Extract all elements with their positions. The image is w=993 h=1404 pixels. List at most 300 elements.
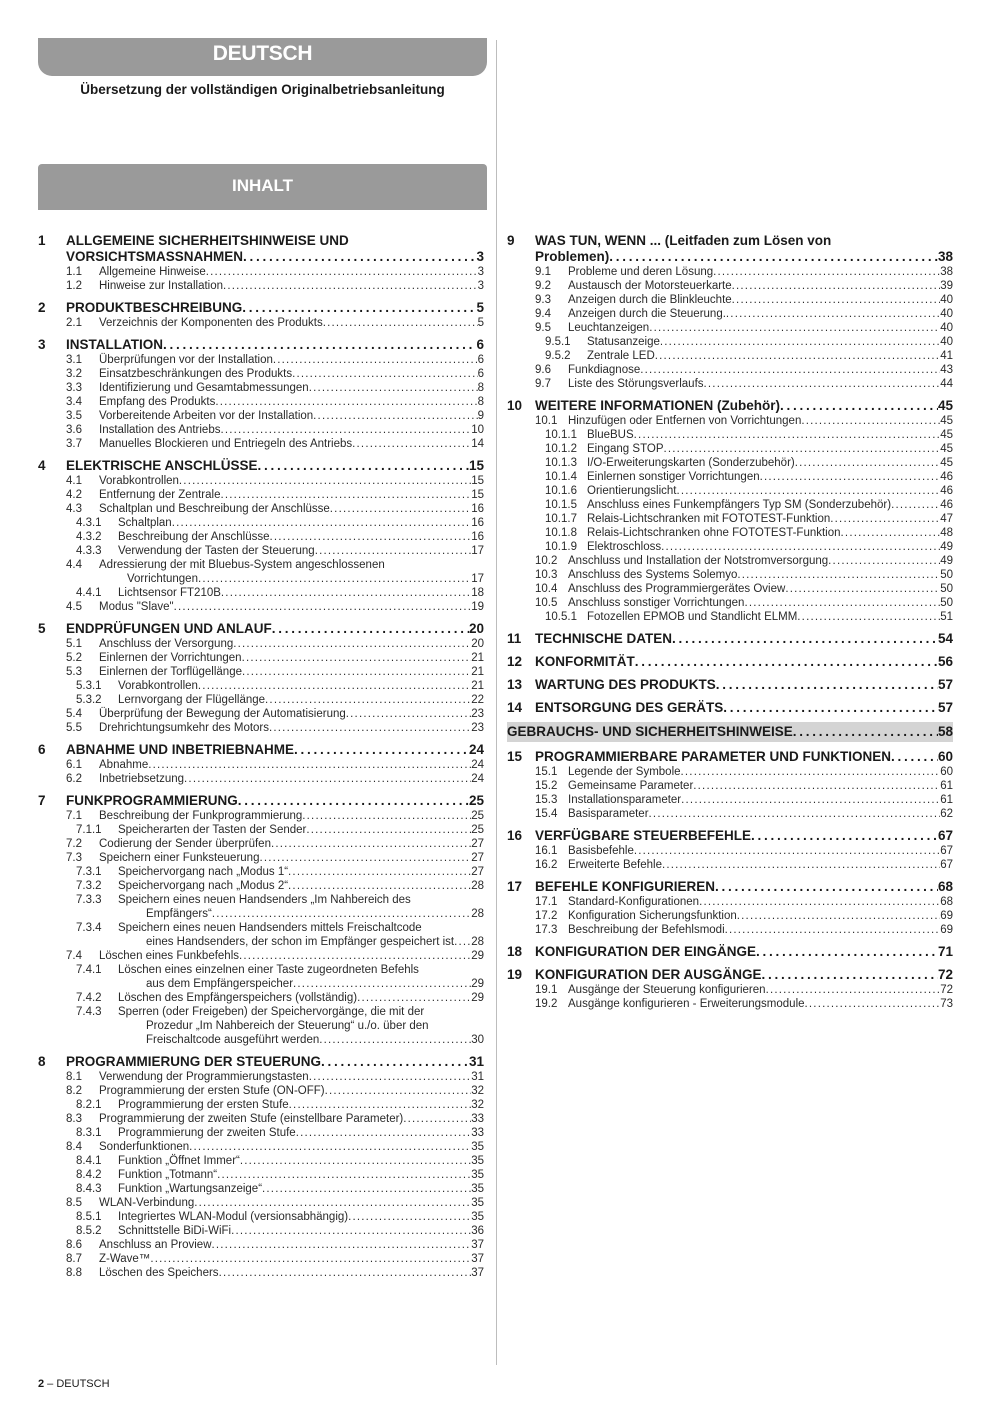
toc-entry[interactable] bbox=[38, 1238, 484, 1252]
toc-entry[interactable] bbox=[38, 1252, 484, 1266]
toc-entry[interactable] bbox=[38, 544, 484, 558]
toc-entry-title: INSTALLATION bbox=[66, 337, 163, 352]
toc-entry[interactable] bbox=[507, 858, 953, 872]
toc-entry[interactable] bbox=[38, 265, 484, 279]
toc-page-number: 21 bbox=[471, 652, 484, 664]
toc-entry-title: PROGRAMMIERBARE PARAMETER UND FUNKTIONEN bbox=[535, 749, 891, 764]
toc-entry-number: 5.1 bbox=[66, 638, 82, 650]
toc-entry-number: 4.4.1 bbox=[76, 587, 102, 599]
toc-entry-title: KONFIGURATION DER AUSGÄNGE bbox=[535, 967, 762, 982]
toc-entry-title: Inbetriebsetzung bbox=[99, 773, 185, 785]
toc-chapter[interactable] bbox=[507, 944, 953, 960]
toc-chapter[interactable] bbox=[507, 828, 953, 844]
toc-page-number: 33 bbox=[471, 1127, 484, 1139]
toc-entry-title: GEBRAUCHS- UND SICHERHEITSHINWEISE bbox=[507, 724, 793, 739]
toc-entry[interactable] bbox=[38, 665, 484, 679]
toc-chapter[interactable] bbox=[507, 967, 953, 983]
toc-dot-leader bbox=[206, 265, 478, 279]
toc-entry-number: 8.4.3 bbox=[76, 1183, 102, 1195]
toc-entry-number: 7.1.1 bbox=[76, 824, 102, 836]
toc-entry-title: Problemen) bbox=[535, 249, 610, 264]
toc-entry[interactable] bbox=[38, 381, 484, 395]
toc-entry-number: 13 bbox=[507, 677, 523, 692]
toc-page-number: 5 bbox=[477, 317, 484, 329]
toc-chapter[interactable] bbox=[38, 249, 484, 265]
toc-entry[interactable] bbox=[38, 1266, 484, 1280]
toc-page-number: 33 bbox=[471, 1113, 484, 1125]
toc-entry-title: Beschreibung der Anschlüsse bbox=[118, 531, 270, 543]
toc-entry-title: Drehrichtungsumkehr des Motors bbox=[99, 722, 270, 734]
toc-page-number: 61 bbox=[940, 794, 953, 806]
toc-entry[interactable] bbox=[507, 335, 953, 349]
toc-page-number: 37 bbox=[471, 1253, 484, 1265]
toc-entry-number: 5.3 bbox=[66, 666, 82, 678]
toc-entry-title: Orientierungslicht bbox=[587, 485, 677, 497]
toc-dot-leader bbox=[243, 249, 476, 265]
toc-entry[interactable] bbox=[38, 437, 484, 451]
toc-entry[interactable] bbox=[38, 1196, 484, 1210]
toc-entry[interactable] bbox=[507, 321, 953, 335]
toc-entry-title: Anschluss eines Funkempfängers Typ SM (Sonderzubehör) bbox=[587, 499, 892, 511]
toc-page-number: 23 bbox=[471, 722, 484, 734]
toc-entry[interactable] bbox=[38, 1033, 484, 1047]
toc-dot-leader bbox=[716, 677, 938, 693]
toc-entry-title: Fotozellen EPMOB und Standlicht ELMM bbox=[587, 611, 798, 623]
toc-page-number: 29 bbox=[471, 950, 484, 962]
toc-dot-leader bbox=[797, 610, 940, 624]
toc-page-number: 29 bbox=[471, 992, 484, 1004]
toc-dot-leader bbox=[313, 409, 477, 423]
toc-dot-leader bbox=[215, 395, 477, 409]
toc-entry-title: Sperren (oder Freigeben) der Speichervorgänge, die mit der bbox=[118, 1006, 425, 1018]
toc-entry[interactable] bbox=[38, 572, 484, 586]
toc-entry[interactable] bbox=[507, 307, 953, 321]
toc-entry-title: Austausch der Motorsteuerkarte bbox=[568, 280, 732, 292]
toc-entry[interactable] bbox=[38, 637, 484, 651]
toc-entry[interactable] bbox=[507, 568, 953, 582]
toc-entry[interactable] bbox=[507, 779, 953, 793]
toc-entry[interactable] bbox=[507, 983, 953, 997]
toc-page-number: 35 bbox=[471, 1211, 484, 1223]
toc-dot-leader bbox=[321, 1054, 469, 1070]
toc-entry[interactable] bbox=[38, 758, 484, 772]
toc-entry-number: 7.4.1 bbox=[76, 964, 102, 976]
toc-dot-leader bbox=[212, 1238, 472, 1252]
toc-entry-number: 4.2 bbox=[66, 489, 82, 501]
toc-entry-number: 8.2 bbox=[66, 1085, 82, 1097]
toc-entry[interactable] bbox=[38, 279, 484, 293]
toc-entry-number: 10.1.7 bbox=[545, 513, 577, 525]
toc-dot-leader bbox=[315, 544, 471, 558]
toc-entry[interactable] bbox=[38, 1112, 484, 1126]
toc-page-number: 35 bbox=[471, 1169, 484, 1181]
toc-dot-leader bbox=[780, 398, 938, 414]
toc-entry-title: Löschen eines einzelnen einer Taste zugeordneten Befehls bbox=[118, 964, 419, 976]
toc-entry-number: 3.1 bbox=[66, 354, 82, 366]
toc-dot-leader bbox=[323, 316, 478, 330]
toc-entry[interactable] bbox=[507, 349, 953, 363]
toc-entry[interactable] bbox=[38, 1168, 484, 1182]
toc-entry[interactable] bbox=[507, 554, 953, 568]
toc-entry[interactable] bbox=[38, 530, 484, 544]
toc-entry-number: 8.1 bbox=[66, 1071, 82, 1083]
toc-chapter[interactable] bbox=[507, 879, 953, 895]
toc-entry[interactable] bbox=[38, 1224, 484, 1238]
toc-entry[interactable] bbox=[507, 582, 953, 596]
toc-entry[interactable] bbox=[507, 293, 953, 307]
toc-page-number: 16 bbox=[471, 531, 484, 543]
toc-entry-number: 10.1.1 bbox=[545, 429, 577, 441]
toc-dot-leader bbox=[348, 1210, 471, 1224]
toc-chapter[interactable] bbox=[38, 1054, 484, 1070]
toc-chapter[interactable] bbox=[507, 233, 953, 249]
toc-chapter[interactable] bbox=[507, 631, 953, 647]
toc-entry-number: 15.2 bbox=[535, 780, 558, 792]
toc-entry[interactable] bbox=[38, 488, 484, 502]
toc-dot-leader bbox=[325, 1084, 472, 1098]
toc-entry[interactable] bbox=[38, 963, 484, 977]
toc-page-number: 61 bbox=[940, 780, 953, 792]
toc-entry[interactable] bbox=[507, 540, 953, 554]
toc-right-column bbox=[507, 233, 953, 1011]
toc-entry[interactable] bbox=[38, 1126, 484, 1140]
toc-entry-number: 3.6 bbox=[66, 424, 82, 436]
toc-dot-leader bbox=[198, 679, 471, 693]
toc-page-number: 57 bbox=[937, 700, 953, 715]
toc-entry[interactable] bbox=[507, 456, 953, 470]
toc-entry[interactable] bbox=[38, 879, 484, 893]
toc-entry[interactable] bbox=[38, 516, 484, 530]
toc-entry-number: 4.4 bbox=[66, 559, 82, 571]
toc-dot-leader bbox=[713, 265, 940, 279]
toc-entry[interactable] bbox=[507, 377, 953, 391]
toc-entry-title: Funkdiagnose bbox=[568, 364, 641, 376]
toc-entry[interactable] bbox=[507, 526, 953, 540]
toc-entry[interactable] bbox=[38, 1210, 484, 1224]
toc-page-number: 27 bbox=[471, 866, 484, 878]
toc-dot-leader bbox=[293, 977, 471, 991]
toc-page-number: 6 bbox=[477, 368, 484, 380]
toc-entry-number: 17.2 bbox=[535, 910, 558, 922]
page-number: 2 bbox=[38, 1378, 45, 1390]
toc-entry-title: Z-Wave™ bbox=[99, 1253, 151, 1265]
toc-entry-number: 9.5 bbox=[535, 322, 551, 334]
toc-entry[interactable] bbox=[38, 1070, 484, 1084]
toc-entry[interactable] bbox=[38, 1140, 484, 1154]
toc-entry-number: 6.2 bbox=[66, 773, 82, 785]
toc-entry[interactable] bbox=[38, 921, 484, 935]
toc-entry-number: 5.3.1 bbox=[76, 680, 102, 692]
toc-page-number: 29 bbox=[471, 978, 484, 990]
toc-dot-leader bbox=[357, 991, 471, 1005]
toc-entry-title: eines Handsenders, der schon im Empfänger gespeichert ist bbox=[146, 936, 455, 948]
footer-language: DEUTSCH bbox=[56, 1378, 110, 1390]
toc-dot-leader bbox=[319, 1033, 471, 1047]
toc-entry-title: ENDPRÜFUNGEN UND ANLAUF bbox=[66, 621, 272, 636]
toc-entry-title: TECHNISCHE DATEN bbox=[535, 631, 673, 646]
toc-entry-title: Schaltplan und Beschreibung der Anschlüsse bbox=[99, 503, 330, 515]
toc-entry-title: Lernvorgang der Flügellänge bbox=[118, 694, 266, 706]
toc-entry-title: Funktion „Totmann“ bbox=[118, 1169, 218, 1181]
toc-entry-number: 7.4.3 bbox=[76, 1006, 102, 1018]
toc-entry[interactable] bbox=[38, 409, 484, 423]
toc-entry[interactable] bbox=[507, 428, 953, 442]
toc-entry-number: 9.1 bbox=[535, 266, 551, 278]
toc-entry[interactable] bbox=[38, 721, 484, 735]
toc-entry[interactable] bbox=[507, 363, 953, 377]
toc-page-number: 10 bbox=[471, 424, 484, 436]
language-title: DEUTSCH bbox=[212, 42, 313, 65]
toc-dot-leader bbox=[265, 693, 471, 707]
toc-page-number: 41 bbox=[940, 350, 953, 362]
toc-entry[interactable] bbox=[38, 586, 484, 600]
toc-entry[interactable] bbox=[38, 1019, 484, 1033]
toc-entry-title: Hinzufügen oder Entfernen von Vorrichtungen bbox=[568, 415, 802, 427]
toc-entry[interactable] bbox=[38, 1084, 484, 1098]
toc-page-number: 72 bbox=[940, 984, 953, 996]
toc-entry[interactable] bbox=[38, 1098, 484, 1112]
toc-entry[interactable] bbox=[507, 610, 953, 624]
toc-dot-leader bbox=[635, 654, 938, 670]
toc-chapter[interactable] bbox=[507, 249, 953, 265]
toc-entry-title: Programmierung der zweiten Stufe bbox=[118, 1127, 296, 1139]
toc-dot-leader bbox=[672, 631, 938, 647]
toc-page-number: 44 bbox=[940, 378, 953, 390]
toc-entry-title: Funktion „Wartungsanzeige“ bbox=[118, 1183, 263, 1195]
toc-entry[interactable] bbox=[38, 353, 484, 367]
toc-entry[interactable] bbox=[38, 367, 484, 381]
toc-page-number: 23 bbox=[471, 708, 484, 720]
toc-dot-leader bbox=[785, 582, 940, 596]
toc-dot-leader bbox=[352, 437, 471, 451]
toc-dot-leader bbox=[239, 949, 471, 963]
toc-entry[interactable] bbox=[38, 600, 484, 614]
toc-entry-number: 15.4 bbox=[535, 808, 558, 820]
toc-entry[interactable] bbox=[507, 895, 953, 909]
toc-entry[interactable] bbox=[507, 279, 953, 293]
toc-entry-title: Lichtsensor FT210B bbox=[118, 587, 221, 599]
toc-entry[interactable] bbox=[507, 265, 953, 279]
toc-page-number: 50 bbox=[940, 583, 953, 595]
toc-entry[interactable] bbox=[38, 1154, 484, 1168]
toc-chapter[interactable] bbox=[38, 337, 484, 353]
toc-chapter[interactable] bbox=[507, 398, 953, 414]
toc-entry-number: 4.3.3 bbox=[76, 545, 102, 557]
toc-entry-title: FUNKPROGRAMMIERUNG bbox=[66, 793, 238, 808]
toc-entry[interactable] bbox=[507, 484, 953, 498]
toc-entry[interactable] bbox=[507, 414, 953, 428]
toc-entry[interactable] bbox=[38, 935, 484, 949]
toc-entry[interactable] bbox=[38, 423, 484, 437]
toc-chapter[interactable] bbox=[38, 793, 484, 809]
toc-entry[interactable] bbox=[38, 502, 484, 516]
toc-entry-title: PROGRAMMIERUNG DER STEUERUNG bbox=[66, 1054, 322, 1069]
toc-entry-number: 9.5.1 bbox=[545, 336, 571, 348]
toc-chapter[interactable] bbox=[38, 458, 484, 474]
toc-entry[interactable] bbox=[38, 1182, 484, 1196]
toc-entry-number: 10 bbox=[507, 398, 523, 413]
toc-entry[interactable] bbox=[38, 1005, 484, 1019]
toc-entry[interactable] bbox=[507, 923, 953, 937]
toc-chapter[interactable] bbox=[507, 722, 953, 742]
toc-entry[interactable] bbox=[507, 596, 953, 610]
toc-page-number: 31 bbox=[471, 1071, 484, 1083]
toc-entry[interactable] bbox=[38, 395, 484, 409]
toc-entry-title: Schaltplan bbox=[118, 517, 172, 529]
toc-dot-leader bbox=[664, 442, 941, 456]
toc-dot-leader bbox=[681, 765, 941, 779]
toc-entry-number: 8.4.1 bbox=[76, 1155, 102, 1167]
toc-page-number: 45 bbox=[940, 457, 953, 469]
toc-entry[interactable] bbox=[507, 498, 953, 512]
toc-page-number: 73 bbox=[940, 998, 953, 1010]
toc-entry-title: Ausgänge konfigurieren - Erweiterungsmodule bbox=[568, 998, 805, 1010]
toc-dot-leader bbox=[148, 758, 471, 772]
toc-dot-leader bbox=[737, 568, 940, 582]
toc-entry-title: Speichervorgang nach „Modus 2“ bbox=[118, 880, 289, 892]
toc-chapter[interactable] bbox=[507, 677, 953, 693]
toc-entry[interactable] bbox=[38, 991, 484, 1005]
toc-page-number: 56 bbox=[937, 654, 953, 669]
toc-dot-leader bbox=[174, 600, 472, 614]
toc-dot-leader bbox=[732, 279, 941, 293]
toc-entry[interactable] bbox=[38, 679, 484, 693]
toc-entry[interactable] bbox=[507, 793, 953, 807]
toc-dot-leader bbox=[634, 844, 940, 858]
toc-entry[interactable] bbox=[38, 823, 484, 837]
toc-dot-leader bbox=[269, 721, 471, 735]
toc-entry-number: 10.4 bbox=[535, 583, 558, 595]
toc-entry-number: 7.3 bbox=[66, 852, 82, 864]
toc-page-number: 32 bbox=[471, 1085, 484, 1097]
toc-dot-leader bbox=[238, 793, 469, 809]
toc-chapter[interactable] bbox=[507, 700, 953, 716]
toc-dot-leader bbox=[828, 554, 940, 568]
toc-dot-leader bbox=[272, 621, 469, 637]
toc-dot-leader bbox=[220, 488, 471, 502]
toc-page-number: 21 bbox=[471, 680, 484, 692]
toc-entry-number: 9.5.2 bbox=[545, 350, 571, 362]
toc-entry-title: Freischaltcode ausgeführt werden bbox=[146, 1034, 320, 1046]
toc-page-number: 17 bbox=[471, 545, 484, 557]
toc-entry[interactable] bbox=[38, 907, 484, 921]
toc-entry[interactable] bbox=[38, 851, 484, 865]
toc-entry[interactable] bbox=[38, 474, 484, 488]
toc-page-number: 45 bbox=[940, 429, 953, 441]
toc-entry-number: 19.2 bbox=[535, 998, 558, 1010]
toc-dot-leader bbox=[693, 779, 940, 793]
toc-entry[interactable] bbox=[507, 844, 953, 858]
toc-dot-leader bbox=[762, 967, 938, 983]
toc-entry[interactable] bbox=[38, 977, 484, 991]
toc-chapter[interactable] bbox=[38, 742, 484, 758]
toc-dot-leader bbox=[217, 1168, 471, 1182]
toc-entry[interactable] bbox=[38, 316, 484, 330]
toc-entry[interactable] bbox=[38, 558, 484, 572]
toc-entry-number: 10.1.9 bbox=[545, 541, 577, 553]
toc-entry-title: BlueBUS bbox=[587, 429, 634, 441]
toc-entry[interactable] bbox=[38, 809, 484, 823]
toc-entry-title: ENTSORGUNG DES GERÄTS bbox=[535, 700, 724, 715]
toc-chapter[interactable] bbox=[38, 621, 484, 637]
toc-entry[interactable] bbox=[38, 772, 484, 786]
toc-entry-number: 8.5 bbox=[66, 1197, 82, 1209]
toc-entry[interactable] bbox=[38, 865, 484, 879]
toc-dot-leader bbox=[841, 526, 941, 540]
toc-page-number: 69 bbox=[940, 924, 953, 936]
toc-page-number: 49 bbox=[940, 541, 953, 553]
toc-entry-title: Sonderfunktionen bbox=[99, 1141, 190, 1153]
toc-entry-title: Codierung der Sender überprüfen bbox=[99, 838, 271, 850]
toc-entry-title: Zentrale LED bbox=[587, 350, 655, 362]
toc-entry-title: Empfang des Produkts bbox=[99, 396, 216, 408]
toc-entry-title: WEITERE INFORMATIONEN (Zubehör) bbox=[535, 398, 780, 413]
toc-entry-title: Konfiguration Sicherungsfunktion bbox=[568, 910, 737, 922]
toc-chapter[interactable] bbox=[507, 749, 953, 765]
toc-entry-number: 3.7 bbox=[66, 438, 82, 450]
toc-page-number: 40 bbox=[940, 322, 953, 334]
toc-entry-number: 8.4 bbox=[66, 1141, 82, 1153]
toc-entry[interactable] bbox=[38, 651, 484, 665]
toc-chapter[interactable] bbox=[38, 300, 484, 316]
toc-page-number: 40 bbox=[940, 308, 953, 320]
toc-dot-leader bbox=[760, 470, 941, 484]
toc-entry-number: 9.3 bbox=[535, 294, 551, 306]
toc-dot-leader bbox=[681, 793, 940, 807]
toc-entry-number: 8 bbox=[38, 1054, 46, 1069]
toc-entry[interactable] bbox=[38, 893, 484, 907]
toc-entry[interactable] bbox=[507, 470, 953, 484]
toc-dot-leader bbox=[221, 586, 471, 600]
toc-entry-number: 10.5 bbox=[535, 597, 558, 609]
toc-page-number: 35 bbox=[471, 1155, 484, 1167]
toc-chapter[interactable] bbox=[507, 654, 953, 670]
toc-entry-title: WARTUNG DES PRODUKTS bbox=[535, 677, 716, 692]
toc-entry-title: Statusanzeige bbox=[587, 336, 660, 348]
toc-entry-number: 16 bbox=[507, 828, 523, 843]
toc-entry[interactable] bbox=[507, 512, 953, 526]
page-footer bbox=[38, 1378, 110, 1390]
toc-entry[interactable] bbox=[38, 707, 484, 721]
toc-entry-number: 7 bbox=[38, 793, 46, 808]
toc-entry-number: 7.4 bbox=[66, 950, 82, 962]
toc-entry[interactable] bbox=[507, 997, 953, 1011]
toc-entry-number: 7.1 bbox=[66, 810, 82, 822]
toc-dot-leader bbox=[273, 353, 478, 367]
toc-entry-title: Anschluss an Proview bbox=[99, 1239, 212, 1251]
toc-entry[interactable] bbox=[38, 837, 484, 851]
toc-entry[interactable] bbox=[507, 442, 953, 456]
toc-dot-leader bbox=[220, 423, 471, 437]
toc-entry-number: 9.7 bbox=[535, 378, 551, 390]
toc-page-number: 6 bbox=[477, 354, 484, 366]
toc-entry-number: 4 bbox=[38, 458, 46, 473]
toc-entry-number: 19.1 bbox=[535, 984, 558, 996]
toc-entry[interactable] bbox=[507, 765, 953, 779]
toc-dot-leader bbox=[219, 1266, 472, 1280]
toc-dot-leader bbox=[454, 935, 471, 949]
contents-banner bbox=[38, 164, 487, 210]
toc-entry[interactable] bbox=[507, 909, 953, 923]
toc-chapter[interactable] bbox=[38, 233, 484, 249]
toc-page-number: 67 bbox=[937, 828, 953, 843]
toc-entry[interactable] bbox=[38, 949, 484, 963]
toc-entry[interactable] bbox=[507, 807, 953, 821]
toc-entry-number: 10.2 bbox=[535, 555, 558, 567]
toc-entry[interactable] bbox=[38, 693, 484, 707]
toc-entry-title: KONFIGURATION DER EINGÄNGE bbox=[535, 944, 757, 959]
toc-dot-leader bbox=[346, 707, 471, 721]
